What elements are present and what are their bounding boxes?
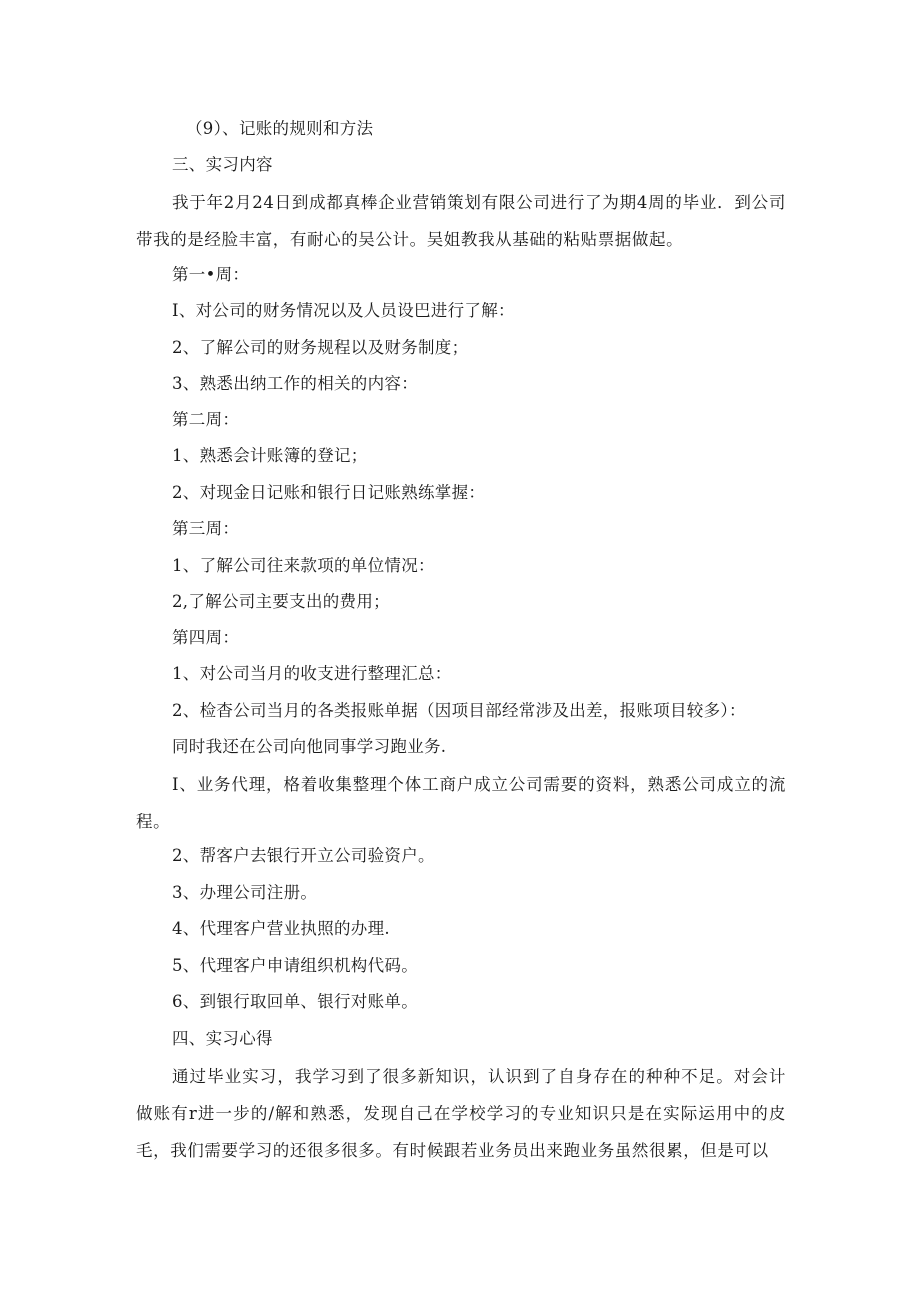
list-item-business-agency: I、业务代理，格着收集整理个体工商户成立公司需要的资料，熟悉公司成立的流程。 — [136, 775, 786, 831]
list-item: 1、了解公司往来款项的单位情况： — [172, 556, 435, 575]
list-item: 2,了解公司主要支出的费用； — [172, 592, 390, 611]
week-heading-3: 第三周： — [172, 519, 240, 538]
list-item: 1、熟悉会计账簿的登记； — [172, 446, 368, 465]
week-heading-2: 第二周： — [172, 410, 240, 429]
section-heading-reflections: 四、实习心得 — [172, 1029, 273, 1048]
list-item: 2、帮客户去银行开立公司验资户。 — [172, 846, 435, 865]
list-item: 5、代理客户申请组织机构代码。 — [172, 956, 418, 975]
list-item: 4、代理客户营业执照的办理. — [172, 919, 390, 938]
list-item: 2、了解公司的财务规程以及财务制度； — [172, 338, 469, 357]
paragraph-intro: 我于年2月24日到成都真棒企业营销策划有限公司进行了为期4周的毕业．到公司带我的是经脸丰富，有耐心的吴公计。吴姐教我从基础的粘贴票据做起。 — [136, 193, 786, 249]
list-item: 6、到银行取回单、银行对账单。 — [172, 992, 418, 1011]
paragraph-business: 同时我还在公司向他同事学习跑业务. — [172, 737, 447, 756]
list-item: I、对公司的财务情况以及人员设巴进行了解： — [172, 301, 515, 320]
list-item: 3、熟悉出纳工作的相关的内容： — [172, 374, 418, 393]
section-heading-internship-content: 三、实习内容 — [172, 155, 273, 174]
week-heading-1: 第一•周： — [172, 265, 250, 284]
list-item: 3、办理公司注册。 — [172, 883, 318, 902]
list-item: 2、对现金日记账和银行日记账熟练掌握： — [172, 483, 486, 502]
list-item: 1、对公司当月的收支进行整理汇总： — [172, 664, 452, 683]
week-heading-4: 第四周： — [172, 628, 240, 647]
list-item-rules-methods: （9）、记账的规则和方法 — [186, 119, 374, 138]
list-item: 2、检杳公司当月的各类报账单据（因项目部经常涉及出差，报账项目较多）： — [172, 701, 746, 720]
paragraph-reflections: 通过毕业实习，我学习到了很多新知识，认识到了自身存在的种种不足。对会计做账有r进一步的/解和熟悉，发现自己在学校学习的专业知识只是在实际运用中的皮毛，我们需要学习的还很多很多。有时候跟若业务员出来跑业务虽然很累，但是可以 — [136, 1067, 786, 1160]
